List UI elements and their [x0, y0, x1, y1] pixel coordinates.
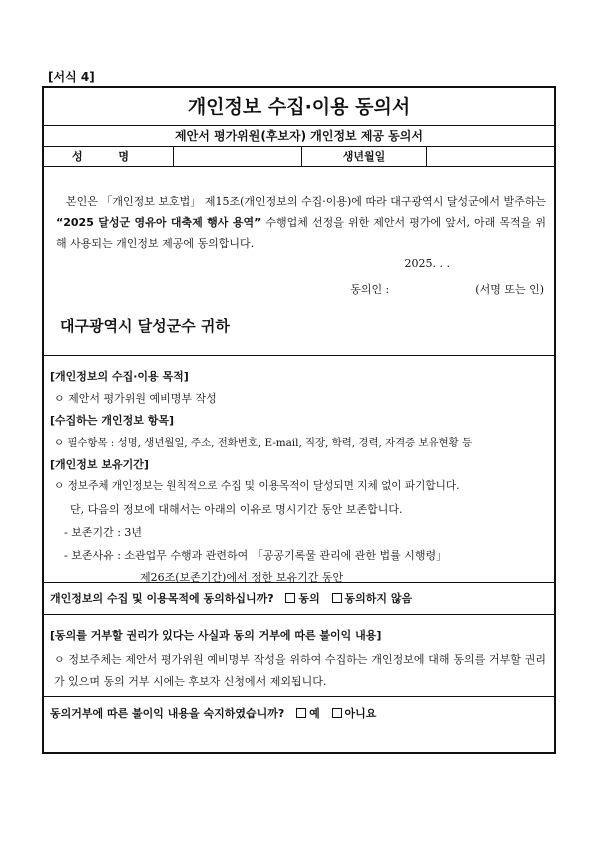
identity-row [44, 147, 554, 167]
items-heading: [수집하는 개인정보 항목] [50, 414, 174, 427]
yes-label: 예 [309, 707, 320, 720]
period-heading: [개인정보 보유기간] [50, 458, 149, 471]
form-subtitle: 제안서 평가위원(후보자) 개인정보 제공 동의서 [44, 126, 554, 147]
disagree-checkbox[interactable] [332, 593, 342, 603]
consent-question-text: 개인정보의 수집 및 이용목적에 동의하십니까? [50, 592, 274, 605]
items-item: ㅇ 필수항목 : 성명, 생년월일, 주소, 전화번호, E-mail, 직장, 학력, 경력, 자격증 보유현황 등 [54, 437, 472, 449]
period-line-5: 제26조(보존기간)에서 정한 보유기간 동안 [140, 571, 344, 584]
acknowledgement-question [44, 697, 554, 731]
agree-label: 동의 [298, 592, 320, 605]
refusal-rights-section [44, 615, 554, 697]
period-line-4: - 보존사유 : 소관업무 수행과 관련하여 「공공기록물 관리에 관한 법률 시행령」 [64, 549, 448, 562]
consent-text-after: 수행업체 선정을 위한 제안서 평가에 앞서, 아래 목적을 위해 사용되는 개인정보 제공에 동의합니다. [56, 216, 546, 250]
acknowledgement-text: 동의거부에 따른 불이익 내용을 숙지하였습니까? [50, 707, 285, 720]
disagree-label: 동의하지 않음 [344, 592, 413, 605]
signer-label: 동의인 : [350, 283, 390, 296]
addressee: 대구광역시 달성군수 귀하 [60, 317, 230, 335]
purpose-item: ㅇ 제안서 평가위원 예비명부 작성 [54, 392, 217, 405]
consent-paragraph [56, 191, 546, 254]
refusal-text: ㅇ 정보주체는 제안서 평가위원 예비명부 작성을 위하여 수집하는 개인정보에 대해 동의를 거부할 권리가 있으며 동의 거부 시에는 후보자 신청에서 제외됩니다. [54, 653, 546, 688]
yes-checkbox[interactable] [296, 708, 306, 718]
form-number-label: [서식 4] [48, 70, 95, 84]
signer-line [350, 281, 544, 297]
consent-text-before: 본인은 「개인정보 보호법」 제15조(개인정보의 수집·이용)에 따라 대구광역시 달성군에서 발주하는 [66, 195, 546, 208]
purpose-heading: [개인정보의 수집·이용 목적] [50, 370, 189, 383]
refusal-heading: [동의를 거부할 권리가 있다는 사실과 동의 거부에 따른 불이익 내용] [50, 629, 382, 642]
project-name: “2025 달성군 영유아 대축제 행사 용역” [56, 216, 262, 229]
birthdate-label: 생년월일 [302, 147, 427, 166]
period-line-1: ㅇ 정보주체 개인정보는 원칙적으로 수집 및 이용목적이 달성되면 지체 없이 파기합니다. [54, 480, 460, 492]
period-line-3: - 보존기간 : 3년 [64, 526, 143, 539]
consent-form [42, 86, 556, 754]
period-line-2: 단, 다음의 정보에 대해서는 아래의 이유로 명시기간 동안 보존합니다. [70, 503, 403, 516]
no-label: 아니요 [344, 707, 377, 720]
birthdate-field[interactable] [427, 147, 554, 166]
form-title: 개인정보 수집·이용 동의서 [44, 88, 554, 126]
consent-statement [44, 167, 554, 356]
no-checkbox[interactable] [332, 708, 342, 718]
signature-note: (서명 또는 인) [475, 283, 544, 296]
consent-date: 2025. . . [404, 257, 450, 270]
agree-checkbox[interactable] [285, 593, 295, 603]
privacy-info-section [44, 356, 554, 583]
consent-question [44, 583, 554, 615]
name-field[interactable] [174, 147, 302, 166]
name-label: 성 명 [44, 147, 174, 166]
